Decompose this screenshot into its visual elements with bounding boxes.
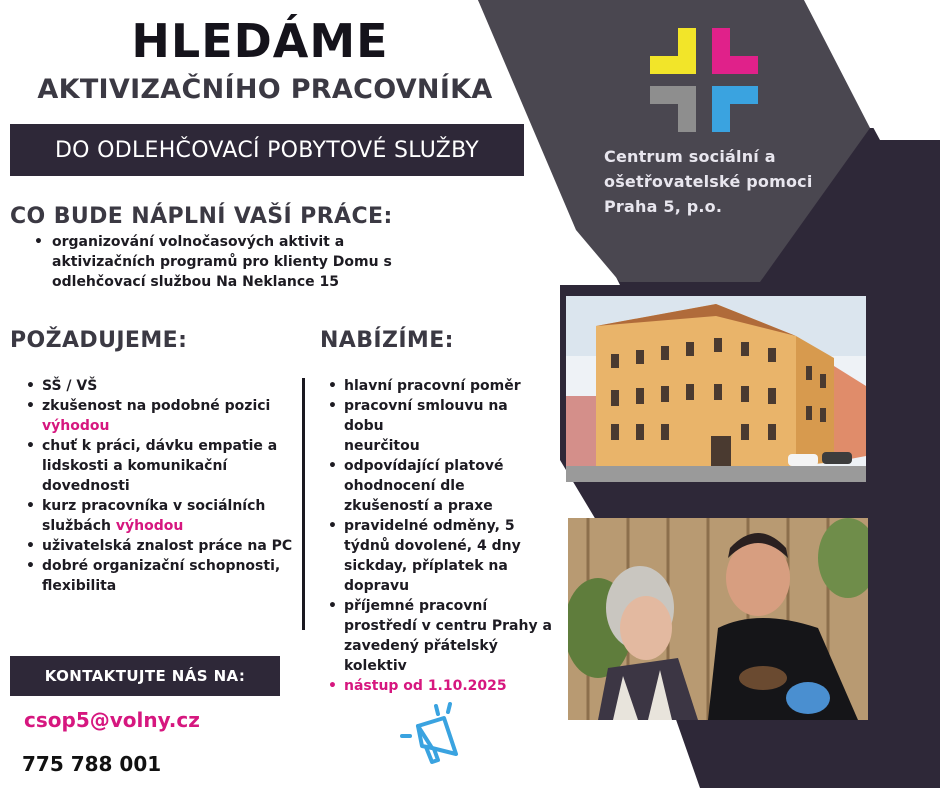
list-item bbox=[22, 376, 302, 396]
list-item bbox=[324, 676, 552, 696]
column-divider bbox=[302, 378, 305, 630]
list-item bbox=[324, 596, 552, 676]
offer-text: ohodnocení dle bbox=[344, 478, 465, 494]
requirements-list bbox=[22, 376, 302, 596]
contact-banner: KONTAKTUJTE NÁS NA: bbox=[10, 656, 280, 696]
list-item bbox=[22, 396, 302, 436]
phone-number[interactable]: 775 788 001 bbox=[22, 752, 162, 776]
list-item bbox=[324, 516, 552, 596]
req-text: dobré organizační schopnosti, bbox=[42, 558, 281, 574]
org-line: ošetřovatelské pomoci bbox=[604, 172, 813, 191]
req-text: chuť k práci, dávku empatie a bbox=[42, 438, 278, 454]
list-item bbox=[324, 396, 552, 456]
offer-text: zkušeností a praxe bbox=[344, 498, 493, 514]
req-text: dovednosti bbox=[42, 478, 130, 494]
offers-list bbox=[324, 376, 552, 696]
start-date: nástup od 1.10.2025 bbox=[344, 678, 507, 694]
duties-heading: CO BUDE NÁPLNÍ VAŠÍ PRÁCE: bbox=[10, 204, 393, 229]
people-photo bbox=[568, 518, 868, 720]
req-highlight: výhodou bbox=[115, 518, 184, 534]
offer-text: hlavní pracovní poměr bbox=[344, 378, 521, 394]
organization-name bbox=[604, 144, 813, 219]
requirements-heading: POŽADUJEME: bbox=[10, 328, 188, 353]
building-photo bbox=[566, 296, 866, 482]
req-text: kurz pracovníka v sociálních bbox=[42, 498, 266, 514]
logo-cross-icon bbox=[650, 28, 758, 132]
megaphone-icon bbox=[398, 696, 476, 774]
req-text: lidskosti a komunikační bbox=[42, 458, 228, 474]
offer-text: neurčitou bbox=[344, 438, 420, 454]
offer-text: sickday, příplatek na bbox=[344, 558, 508, 574]
offer-text: odpovídající platové bbox=[344, 458, 504, 474]
duty-line-1: organizování volnočasových aktivit a bbox=[52, 234, 345, 250]
list-item bbox=[22, 556, 302, 596]
duty-line-3: odlehčovací službou Na Neklance 15 bbox=[52, 274, 340, 290]
req-text: službách bbox=[42, 518, 111, 534]
list-item bbox=[22, 536, 302, 556]
org-line: Centrum sociální a bbox=[604, 147, 776, 166]
list-item bbox=[324, 456, 552, 516]
offer-text: prostředí v centru Prahy a bbox=[344, 618, 552, 634]
duty-line-2: aktivizačních programů pro klienty Domu s bbox=[52, 254, 392, 270]
list-item bbox=[324, 376, 552, 396]
page-title: HLEDÁME bbox=[131, 14, 389, 68]
offer-text: příjemné pracovní bbox=[344, 598, 488, 614]
req-text: SŠ / VŠ bbox=[42, 378, 98, 394]
email-link[interactable]: csop5@volny.cz bbox=[24, 708, 200, 732]
list-item bbox=[22, 496, 302, 536]
offer-text: pravidelné odměny, 5 bbox=[344, 518, 515, 534]
org-line: Praha 5, p.o. bbox=[604, 197, 723, 216]
offer-text: týdnů dovolené, 4 dny bbox=[344, 538, 521, 554]
req-text: zkušenost na podobné pozici bbox=[42, 398, 271, 414]
service-banner: DO ODLEHČOVACÍ POBYTOVÉ SLUŽBY bbox=[10, 124, 524, 176]
list-item bbox=[30, 232, 392, 292]
offer-text: pracovní smlouvu na dobu bbox=[344, 398, 508, 434]
offer-text: zavedený přátelský bbox=[344, 638, 498, 654]
req-text: uživatelská znalost práce na PC bbox=[42, 538, 293, 554]
page-subtitle: AKTIVIZAČNÍHO PRACOVNÍKA bbox=[37, 74, 493, 105]
offer-text: kolektiv bbox=[344, 658, 407, 674]
req-highlight: výhodou bbox=[42, 418, 110, 434]
duties-list bbox=[30, 232, 392, 292]
list-item bbox=[22, 436, 302, 496]
req-text: flexibilita bbox=[42, 578, 117, 594]
offers-heading: NABÍZÍME: bbox=[320, 328, 454, 353]
offer-text: dopravu bbox=[344, 578, 410, 594]
